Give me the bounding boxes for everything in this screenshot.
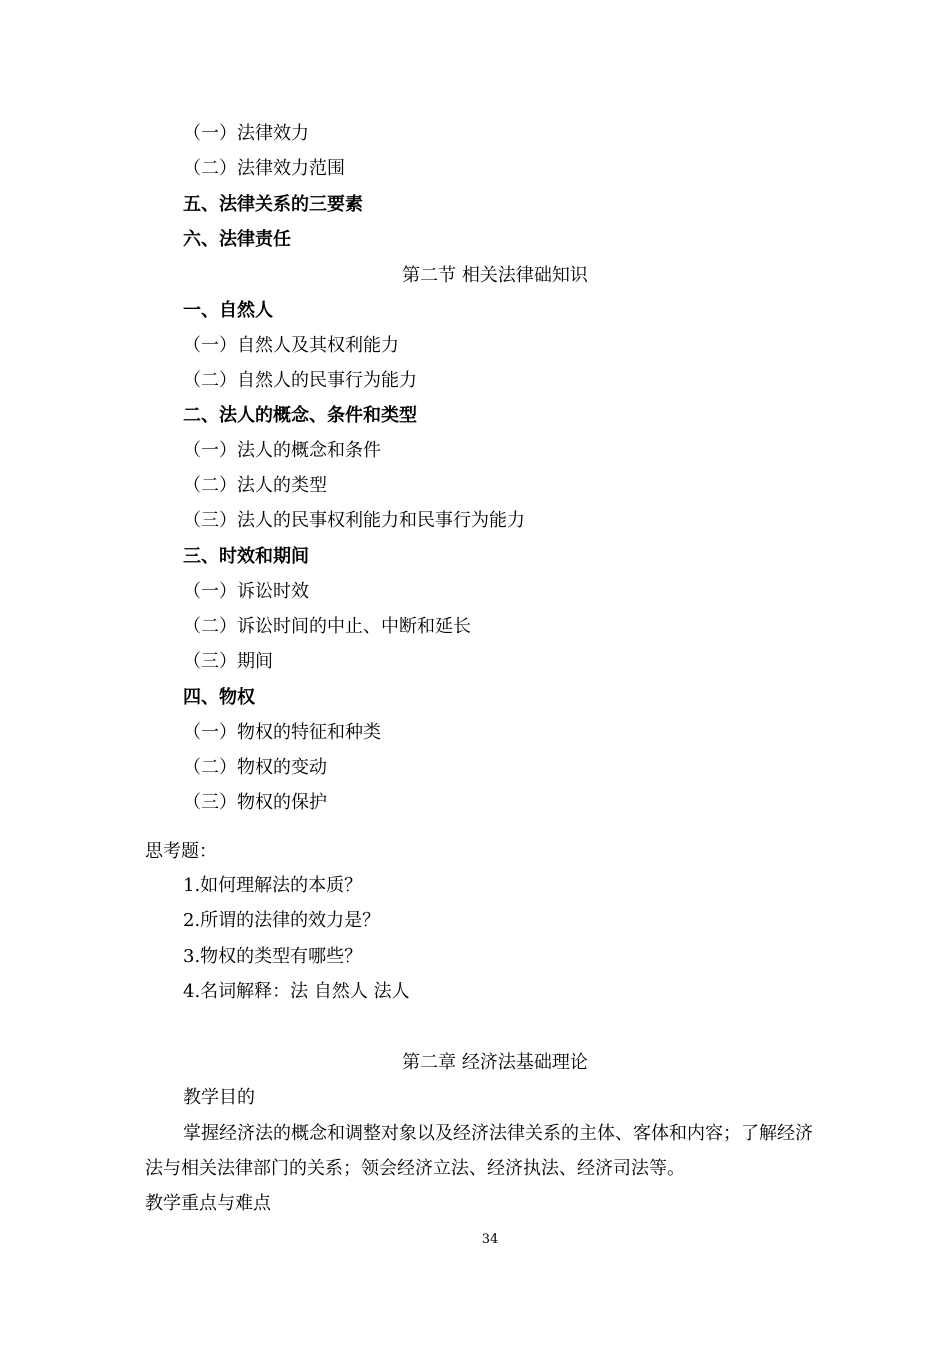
outline-item: （一）法人的概念和条件 bbox=[183, 440, 381, 461]
question-item: 3.物权的类型有哪些？ bbox=[183, 946, 363, 967]
teaching-goal-text: 掌握经济法的概念和调整对象以及经济法律关系的主体、客体和内容；了解经济法与相关法律部门的关系；领会经济立法、经济执法、经济司法等。 bbox=[145, 1123, 813, 1179]
outline-heading: 二、法人的概念、条件和类型 bbox=[183, 405, 417, 426]
outline-item: （二）诉讼时间的中止、中断和延长 bbox=[183, 616, 471, 637]
outline-heading: 三、时效和期间 bbox=[183, 546, 309, 567]
teaching-focus-heading: 教学重点与难点 bbox=[145, 1193, 271, 1214]
outline-item: （一）物权的特征和种类 bbox=[183, 722, 381, 743]
outline-heading: 五、法律关系的三要素 bbox=[183, 194, 363, 215]
outline-item: （二）物权的变动 bbox=[183, 757, 327, 778]
teaching-goal-heading: 教学目的 bbox=[183, 1087, 255, 1108]
outline-item: （一）诉讼时效 bbox=[183, 581, 309, 602]
page-number: 34 bbox=[481, 1232, 499, 1247]
outline-heading: 六、法律责任 bbox=[183, 229, 291, 250]
outline-item: （一）法律效力 bbox=[183, 123, 309, 144]
question-item: 1.如何理解法的本质？ bbox=[183, 875, 363, 896]
question-item: 2.所谓的法律的效力是？ bbox=[183, 910, 381, 931]
outline-item: （一）自然人及其权利能力 bbox=[183, 335, 399, 356]
questions-title: 思考题： bbox=[145, 841, 217, 862]
outline-heading: 四、物权 bbox=[183, 687, 255, 708]
outline-item: （三）期间 bbox=[183, 651, 273, 672]
outline-heading: 一、自然人 bbox=[183, 300, 273, 321]
question-item: 4.名词解释：法 自然人 法人 bbox=[183, 981, 410, 1002]
outline-item: （二）法人的类型 bbox=[183, 475, 327, 496]
outline-item: （三）物权的保护 bbox=[183, 792, 327, 813]
chapter-title: 第二章 经济法基础理论 bbox=[402, 1052, 588, 1073]
outline-item: （三）法人的民事权利能力和民事行为能力 bbox=[183, 510, 525, 531]
outline-item: （二）法律效力范围 bbox=[183, 158, 345, 179]
outline-item: （二）自然人的民事行为能力 bbox=[183, 370, 417, 391]
section-title: 第二节 相关法律础知识 bbox=[402, 265, 588, 286]
